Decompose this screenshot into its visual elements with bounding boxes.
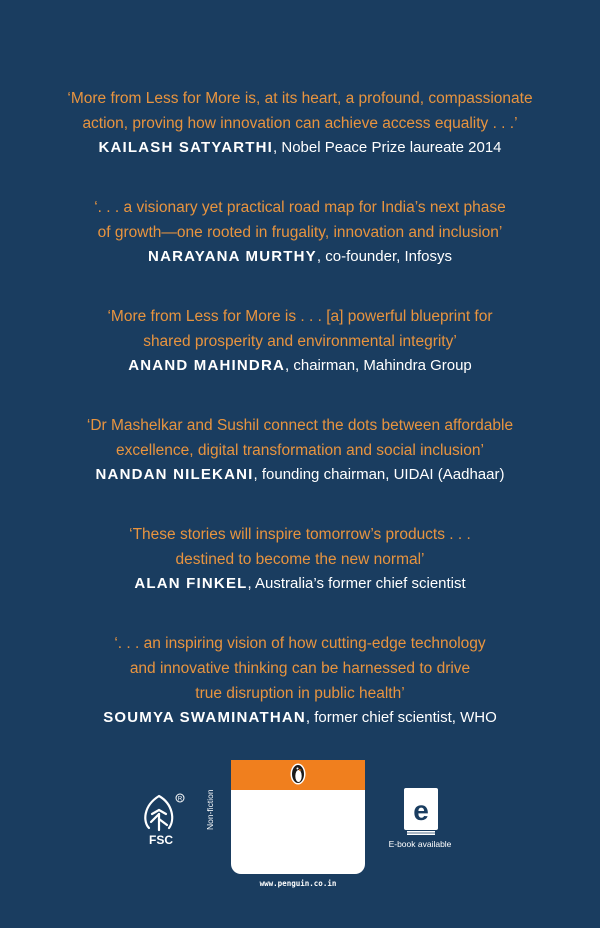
blurb-nilekani xyxy=(0,413,600,487)
barcode-area xyxy=(231,760,365,874)
fsc-tree-logo-icon xyxy=(137,792,187,848)
quote-line: ‘. . . an inspiring vision of how cutting-edge technology xyxy=(114,635,486,652)
endorser-name: SOUMYA SWAMINATHAN xyxy=(103,709,306,726)
ebook-label: E-book available xyxy=(388,839,452,849)
endorser-role: , Nobel Peace Prize laureate 2014 xyxy=(273,139,502,156)
endorser-role: , founding chairman, UIDAI (Aadhaar) xyxy=(253,466,505,483)
blurb-swaminathan xyxy=(0,631,600,730)
category-label: Non-fiction xyxy=(205,789,215,830)
attribution xyxy=(0,463,600,487)
endorser-name: NANDAN NILEKANI xyxy=(95,466,254,483)
quote-line: ‘. . . a visionary yet practical road map for India’s next phase xyxy=(94,199,506,216)
quote-line: shared prosperity and environmental integrity’ xyxy=(143,333,457,350)
blurb-mahindra xyxy=(0,304,600,378)
endorser-role: , co-founder, Infosys xyxy=(316,248,452,265)
blurb-satyarthi xyxy=(0,86,600,160)
penguin-logo-icon xyxy=(290,763,306,785)
quote-line: ‘More from Less for More is . . . [a] powerful blueprint for xyxy=(107,308,493,325)
attribution xyxy=(0,354,600,378)
website-url: www.penguin.co.in xyxy=(259,879,337,888)
fsc-label: FSC xyxy=(149,833,173,847)
endorser-name: ALAN FINKEL xyxy=(134,575,248,592)
attribution xyxy=(0,706,600,730)
attribution xyxy=(0,572,600,596)
quote-line: ‘More from Less for More is, at its heart, a profound, compassionate xyxy=(67,90,533,107)
quote-line: action, proving how innovation can achieve access equality . . .’ xyxy=(82,115,518,132)
ebook-icon xyxy=(403,787,439,837)
endorser-name: NARAYANA MURTHY xyxy=(148,248,317,265)
endorser-name: KAILASH SATYARTHI xyxy=(98,139,274,156)
endorser-name: ANAND MAHINDRA xyxy=(128,357,286,374)
quote-line: ‘Dr Mashelkar and Sushil connect the dots between affordable xyxy=(86,417,514,434)
endorser-role: , Australia’s former chief scientist xyxy=(247,575,466,592)
blurb-finkel xyxy=(0,522,600,596)
quote-line: destined to become the new normal’ xyxy=(175,551,425,568)
endorser-role: , chairman, Mahindra Group xyxy=(285,357,472,374)
ebook-letter: e xyxy=(413,795,429,826)
blurb-murthy xyxy=(0,195,600,269)
endorsements xyxy=(0,86,600,765)
endorser-role: , former chief scientist, WHO xyxy=(305,709,497,726)
quote-line: ‘These stories will inspire tomorrow’s products . . . xyxy=(129,526,471,543)
quote-line: and innovative thinking can be harnessed to drive xyxy=(129,660,471,677)
quote-line: true disruption in public health’ xyxy=(195,685,405,702)
quote-line: excellence, digital transformation and social inclusion’ xyxy=(116,442,484,459)
attribution xyxy=(0,245,600,269)
quote-line: of growth—one rooted in frugality, innovation and inclusion’ xyxy=(97,224,503,241)
svg-text:R: R xyxy=(177,796,183,803)
attribution xyxy=(0,136,600,160)
